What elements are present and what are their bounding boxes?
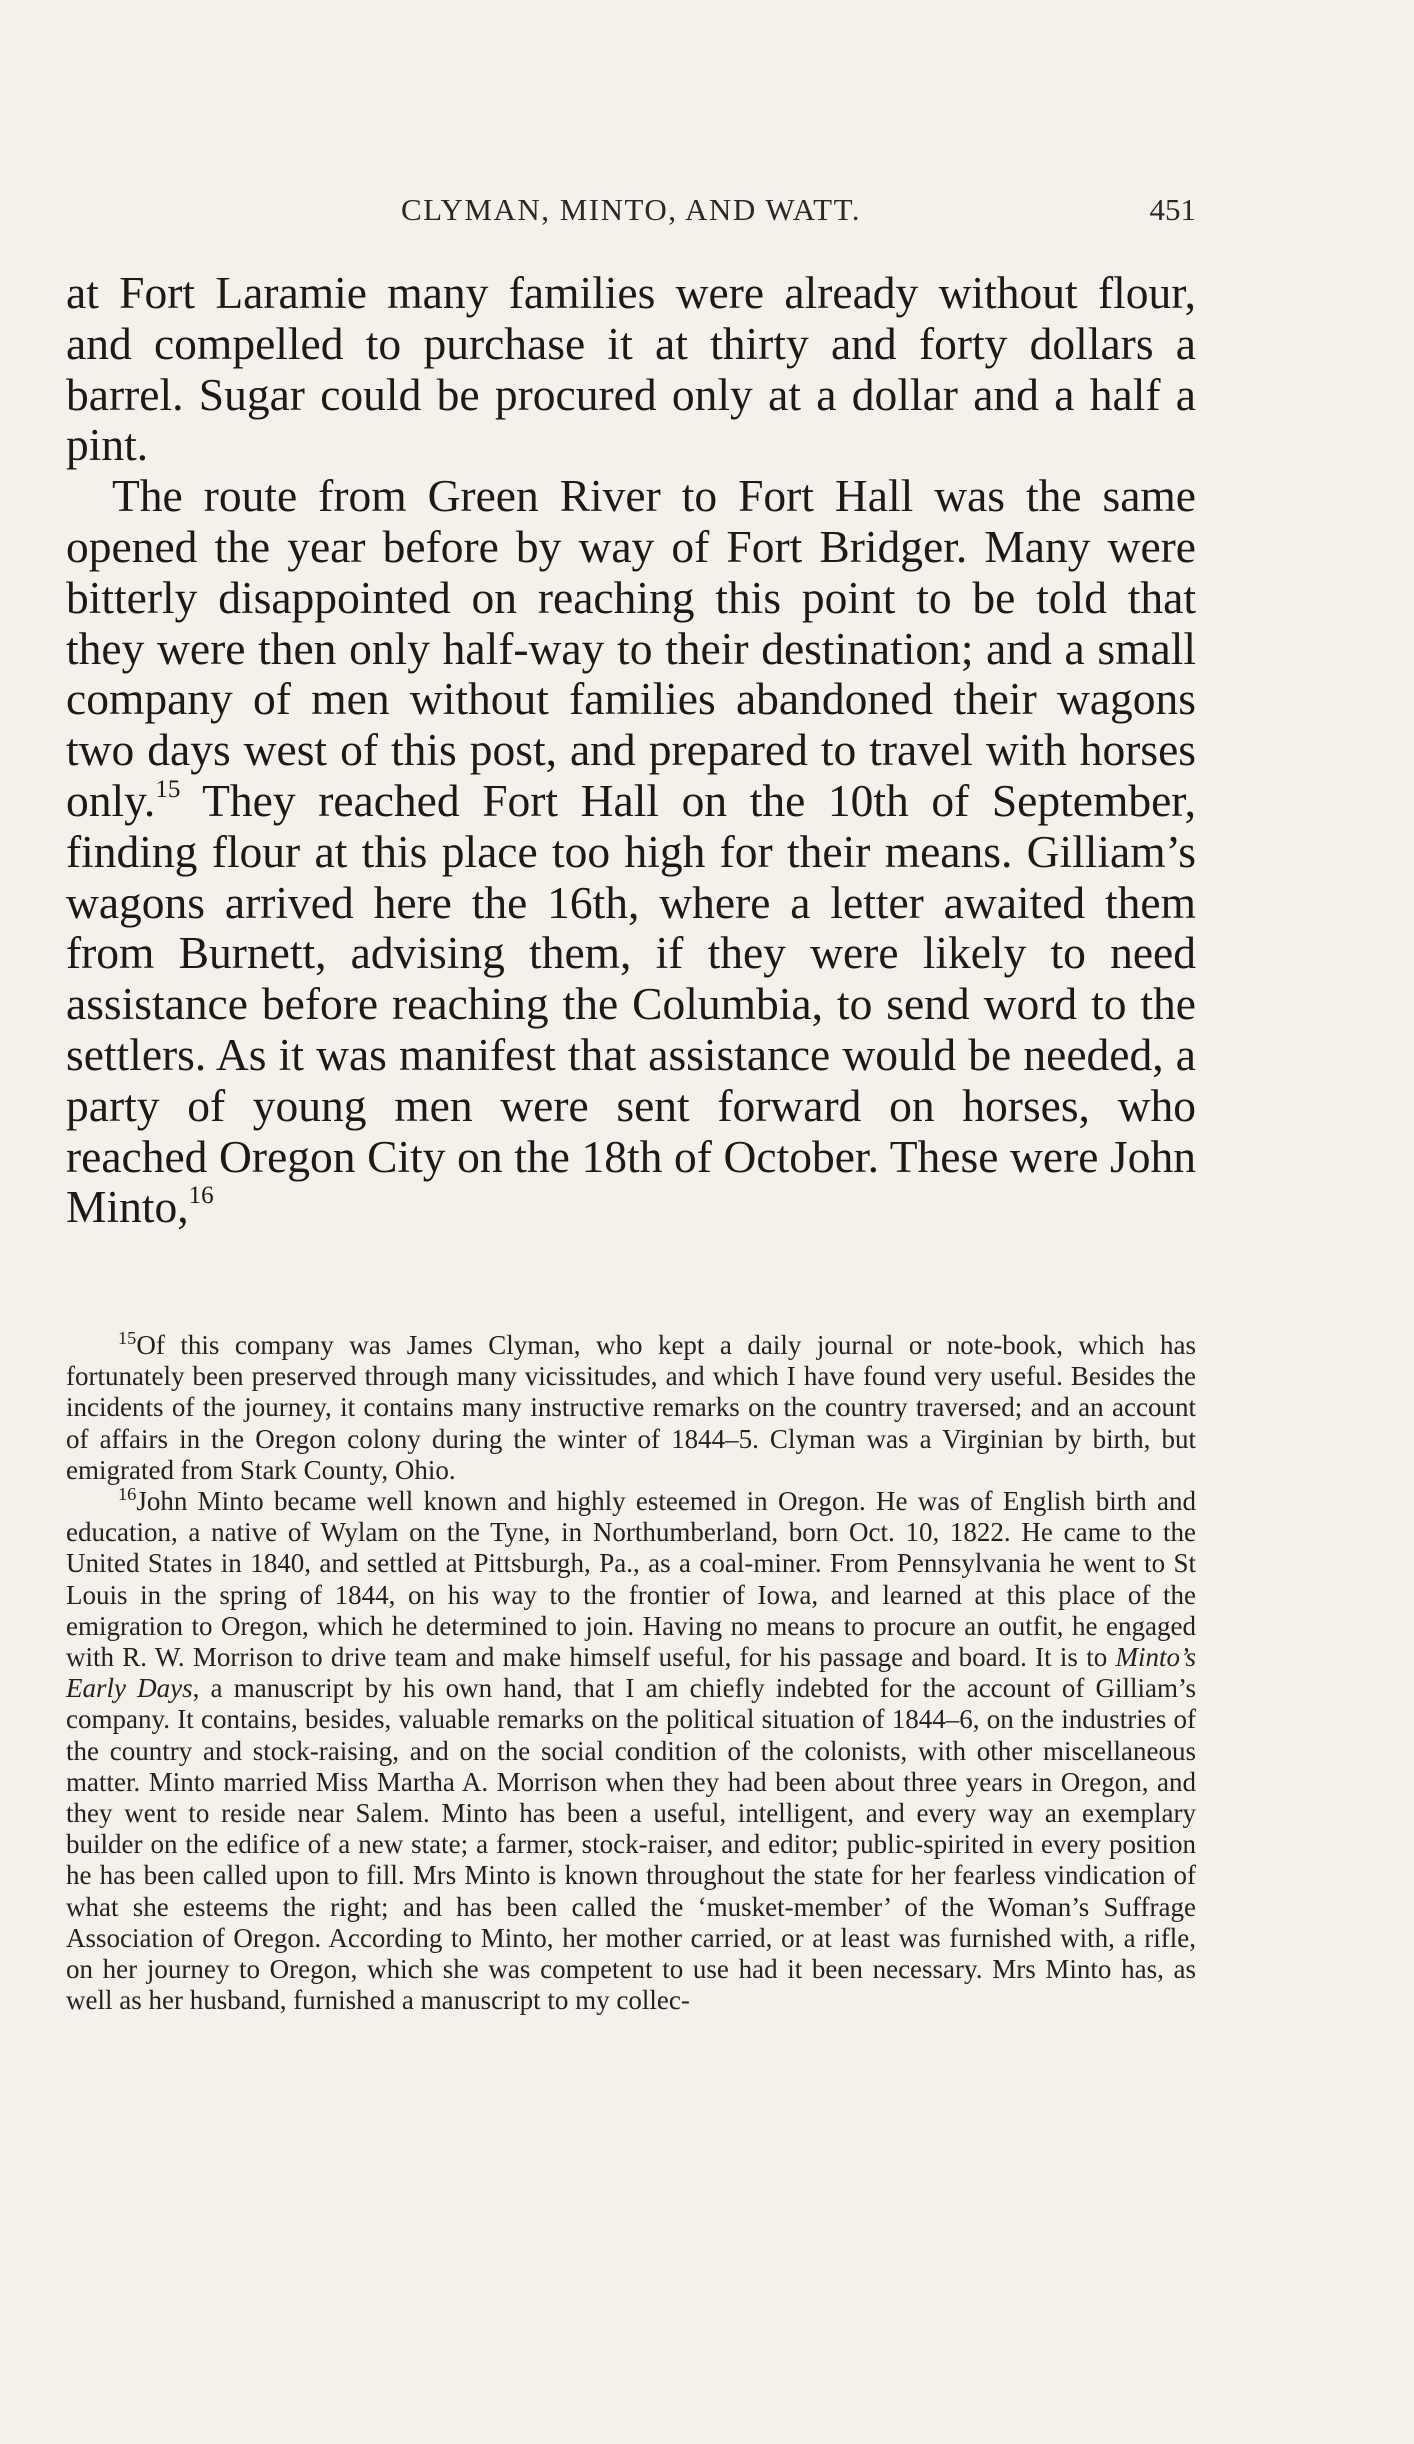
footnote-16-text-a: John Minto became well known and highly esteemed in Oregon. He was of English birth and education, a native of Wylam on the Tyne, in Northumberland, born Oct. 10, 1822. He came to the United States in 1840, and settled at Pittsburgh, Pa., as a coal-miner. From Pennsylvania he went to St Louis in the spring of 1844, on his way to the frontier of Iowa, and learned at this place of the emigration to Oregon, which he determined to join. Having no means to procure an outfit, he engaged with R. W. Morrison to drive team and make himself useful, for his passage and board. It is to — [66, 1486, 1196, 1673]
footnote-ref-16[interactable]: 16 — [188, 1182, 214, 1210]
footnotes — [66, 1327, 1196, 2016]
running-header — [66, 192, 1196, 232]
footnote-ref-15[interactable]: 15 — [155, 776, 181, 804]
main-text — [66, 268, 1196, 1233]
paragraph-1: at Fort Laramie many families were already without flour, and compelled to purchase it at thirty and forty dollars a barrel. Sugar could be procured only at a dollar and a half a pint. — [66, 267, 1196, 471]
footnote-15 — [66, 1327, 1196, 1486]
page-number: 451 — [1149, 192, 1196, 227]
footnote-16 — [66, 1483, 1196, 2016]
footnote-15-mark: 15 — [118, 1327, 137, 1348]
paragraph-2-part-a: The route from Green River to Fort Hall was the same opened the year before by way of Fort Bridger. Many were bitterly disappointed on reaching this point to be told that they were then only half-way to their destination; and a small company of men without families abandoned their wagons two days west of this post, and prepared to travel with horses only. — [66, 470, 1196, 826]
footnote-15-text: Of this company was James Clyman, who kept a daily journal or note-book, which has fortunately been preserved through many vicissitudes, and which I have found very useful. Besides the incidents of the journey, it contains many instructive remarks on the country traversed; and an account of affairs in the Oregon colony during the winter of 1844–5. Clyman was a Virginian by birth, but emigrated from Stark County, Ohio. — [66, 1330, 1196, 1485]
footnote-16-mark: 16 — [118, 1483, 137, 1504]
paragraph-2 — [66, 471, 1196, 1233]
footnote-16-title-italic: Minto’s Early Days — [66, 1642, 1196, 1704]
paragraph-2-part-b: They reached Fort Hall on the 10th of September, finding flour at this place too high for their means. Gilliam’s wagons arrived here the 16th, where a letter awaited them from Burnett, advising them, if they were likely to need assistance before reaching the Columbia, to send word to the settlers. As it was manifest that assistance would be needed, a party of young men were sent forward on horses, who reached Oregon City on the 18th of October. These were John Minto, — [66, 774, 1196, 1233]
running-title: CLYMAN, MINTO, AND WATT. — [400, 192, 861, 227]
footnote-16-text-b: , a manuscript by his own hand, that I am chiefly indebted for the account of Gilliam’s company. It contains, besides, valuable remarks on the political situation of 1844–6, on the industries of the country and stock-raising, and on the social condition of the colonists, with other miscellaneous matter. Minto married Miss Martha A. Morrison when they had been about three years in Oregon, and they went to reside near Salem. Minto has been a useful, intelligent, and every way an exemplary builder on the edifice of a new state; a farmer, stock-raiser, and editor; public-spirited in every position he has been called upon to fill. Mrs Minto is known throughout the state for her fearless vindication of what she esteems the right; and has been called the ‘musket-member’ of the Woman’s Suffrage Association of Oregon. According to Minto, her mother carried, or at least was furnished with, a rifle, on her journey to Oregon, which she was competent to use had it been necessary. Mrs Minto has, as well as her husband, furnished a manuscript to my collec- — [66, 1673, 1196, 2016]
